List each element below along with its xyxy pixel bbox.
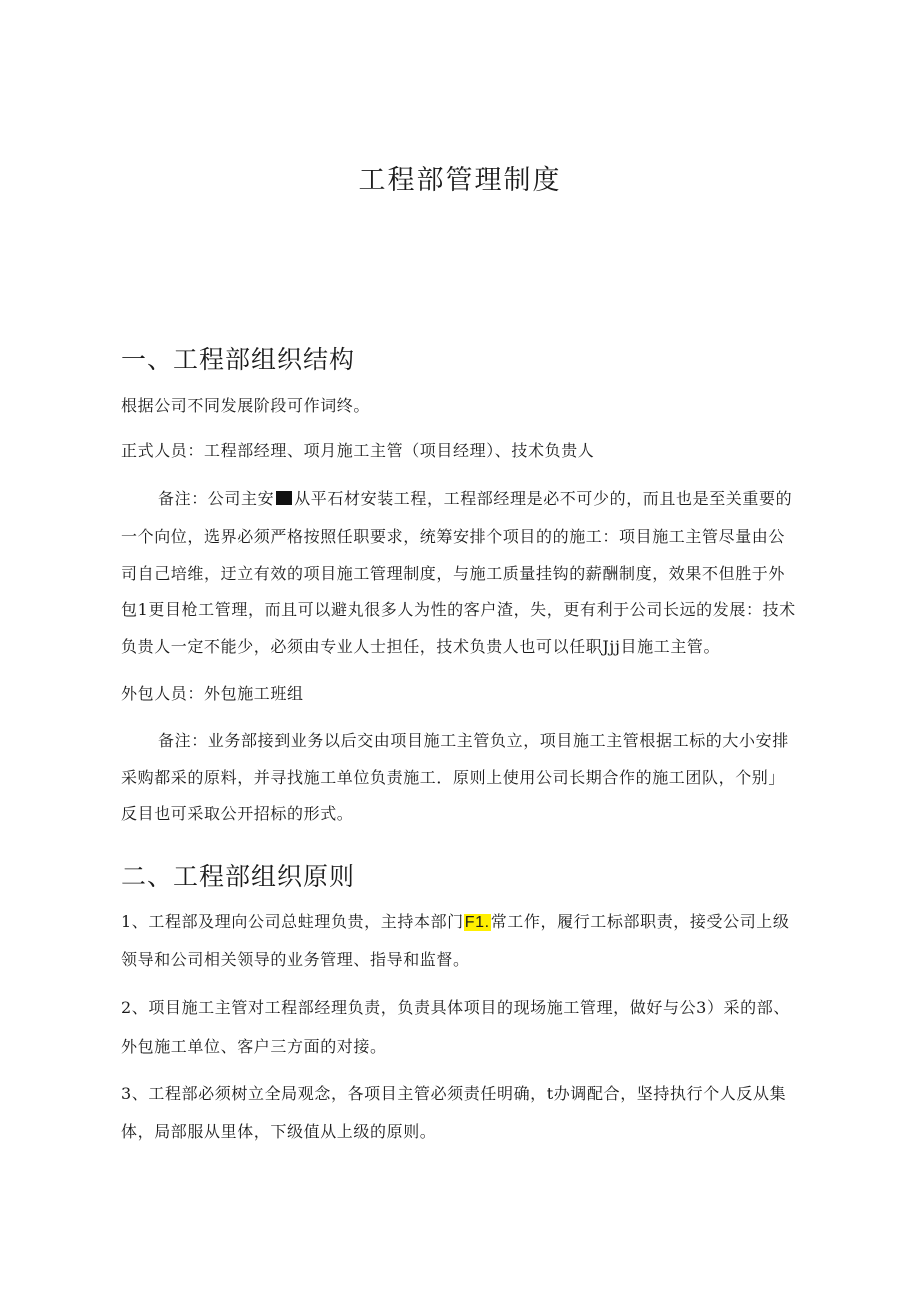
highlighted-text: F1. — [464, 914, 490, 931]
note1-line-5: 负贵人一定不能少，必须由专业人士担任，技术负贵人也可以任职Jjj目施工主管。 — [121, 637, 721, 656]
principle-1-text: 1、工程部及理向公司总蛀理负贵，主持本部门 — [121, 912, 464, 931]
section-heading-organization-principles: 二、工程部组织原则 — [121, 862, 356, 891]
principle-2-line-1: 2、项目施工主管对工程部经理负责，负责具体项目的现场施工管理，做好与公3）采的部、 — [121, 998, 790, 1017]
note2-line-1: 备注：业务部接到业务以后交由项目施工主管负立，项目施工主管根据工标的大小安排 — [158, 731, 789, 750]
principle-2-line-2: 外包施工单位、客户三方面的对接。 — [121, 1037, 387, 1056]
redaction-block — [276, 491, 292, 505]
note2-line-2: 采购都采的原料，并寻找施工单位负责施工．原则上使用公司长期合作的施工团队，个别」 — [121, 768, 786, 787]
principle-3-line-2: 体，局部服从里体，下级值从上级的原则。 — [121, 1122, 437, 1141]
note1-line-1-text-cont: 从平石材安装工程，工程部经理是必不可少的，而且也是至关重要的 — [294, 489, 793, 508]
principle-1-line-2: 领导和公司相关领导的业务管理、指导和监督。 — [121, 950, 470, 969]
document-title: 工程部管理制度 — [358, 165, 562, 196]
note1-line-4: 包1更目枪工管理，而且可以避丸很多人为性的客户渣，失，更有利于公司长远的发展：技术 — [121, 600, 796, 619]
note1-line-3: 司自己培维，迂立有效的项目施工管理制度，与施工质量挂钩的薪酬制度，效果不但胜于外 — [121, 564, 786, 583]
note1-line-2: 一个向位，选界必须严格按照任职要求，统筹安排个项目的的施工：项目施工主管尽量由公 — [121, 527, 786, 546]
paragraph-formal-staff: 正式人员：工程部经理、项月施工主管（项目经理）、技术负贵人 — [121, 441, 595, 460]
note1-line-1-text: 备注：公司主安 — [158, 489, 275, 508]
note1-line-1 — [158, 489, 792, 509]
note2-line-3: 反目也可采取公开招标的形式。 — [121, 804, 354, 823]
principle-1-text-cont: 常工作，履行工标部职责，接受公司上级 — [490, 912, 790, 931]
paragraph-outsourced-staff: 外包人员：外包施工班组 — [121, 684, 304, 703]
principle-1-line-1 — [121, 912, 790, 933]
section-heading-organization-structure: 一、工程部组织结构 — [121, 345, 356, 374]
principle-3-line-1: 3、工程部必须树立全局观念，各项目主管必须责任明确，t办调配合，坚持执行个人反从集 — [121, 1084, 787, 1103]
paragraph-intro: 根据公司不同发展阶段可作词终。 — [121, 396, 371, 415]
